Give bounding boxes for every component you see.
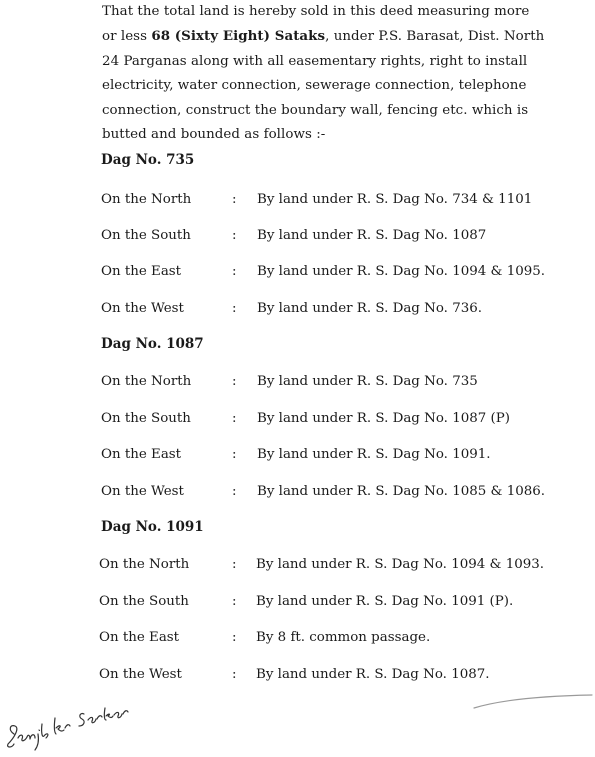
boundary-colon: : — [232, 228, 237, 243]
handwritten-signature — [0, 684, 150, 757]
boundary-row — [0, 299, 595, 319]
intro-line-1: That the total land is hereby sold in this deed measuring more — [102, 4, 530, 19]
boundary-colon: : — [232, 484, 237, 499]
boundary-row — [0, 409, 595, 429]
boundary-row — [0, 592, 595, 612]
boundary-colon: : — [232, 192, 237, 207]
boundary-description: By land under R. S. Dag No. 1094 & 1093. — [256, 557, 545, 572]
boundary-colon: : — [232, 557, 237, 572]
boundary-row — [0, 372, 595, 392]
boundary-direction: On the East — [101, 447, 182, 462]
boundary-direction: On the West — [101, 301, 184, 316]
boundary-description: By land under R. S. Dag No. 1087 — [257, 228, 487, 243]
pen-stroke — [470, 686, 595, 716]
boundary-direction: On the West — [101, 484, 184, 499]
boundary-description: By land under R. S. Dag No. 735 — [257, 374, 478, 389]
intro-line-2-post: , under P.S. Barasat, Dist. North — [325, 29, 545, 45]
boundary-description: By land under R. S. Dag No. 1094 & 1095. — [257, 264, 546, 279]
boundary-colon: : — [232, 264, 237, 279]
boundary-row — [0, 226, 595, 246]
intro-paragraph — [102, 0, 592, 147]
intro-line-6: butted and bounded as follows :- — [102, 127, 326, 143]
boundary-direction: On the East — [99, 630, 180, 645]
boundary-direction: On the West — [99, 667, 182, 682]
boundary-direction: On the South — [101, 411, 191, 426]
intro-line-2-pre: or less — [102, 29, 152, 45]
boundary-row — [0, 555, 595, 575]
boundary-colon: : — [232, 667, 237, 682]
intro-line-5: connection, construct the boundary wall, fencing etc. which is — [102, 102, 529, 118]
boundary-direction: On the South — [99, 594, 189, 609]
boundary-colon: : — [232, 630, 237, 645]
dag-heading: Dag No. 735 — [101, 152, 195, 168]
boundary-direction: On the North — [99, 557, 190, 572]
boundary-direction: On the North — [101, 192, 192, 207]
boundary-colon: : — [232, 374, 237, 389]
boundary-description: By land under R. S. Dag No. 1091 (P). — [256, 594, 514, 609]
boundary-row — [0, 665, 595, 685]
boundary-description: By land under R. S. Dag No. 1091. — [257, 447, 491, 462]
boundary-colon: : — [232, 301, 237, 316]
boundary-row — [0, 190, 595, 210]
boundary-description: By land under R. S. Dag No. 1087. — [256, 667, 490, 682]
boundary-row — [0, 262, 595, 282]
boundary-description: By 8 ft. common passage. — [256, 630, 431, 645]
dag-heading: Dag No. 1087 — [101, 336, 204, 352]
boundary-description: By land under R. S. Dag No. 1087 (P) — [257, 411, 510, 426]
intro-line-3: 24 Parganas along with all easementary rights, right to install — [102, 53, 528, 69]
boundary-description: By land under R. S. Dag No. 1085 & 1086. — [257, 484, 546, 499]
boundary-direction: On the South — [101, 228, 191, 243]
boundary-row — [0, 482, 595, 502]
intro-line-4: electricity, water connection, sewerage connection, telephone — [102, 78, 527, 94]
boundary-direction: On the East — [101, 264, 182, 279]
boundary-colon: : — [232, 594, 237, 609]
boundary-description: By land under R. S. Dag No. 736. — [257, 301, 483, 316]
dag-heading: Dag No. 1091 — [101, 519, 204, 535]
boundary-row — [0, 628, 595, 648]
boundary-colon: : — [232, 411, 237, 426]
boundary-row — [0, 445, 595, 465]
boundary-direction: On the North — [101, 374, 192, 389]
area-measure: 68 (Sixty Eight) Sataks — [151, 28, 326, 45]
boundary-colon: : — [232, 447, 237, 462]
boundary-description: By land under R. S. Dag No. 734 & 1101 — [257, 192, 533, 207]
